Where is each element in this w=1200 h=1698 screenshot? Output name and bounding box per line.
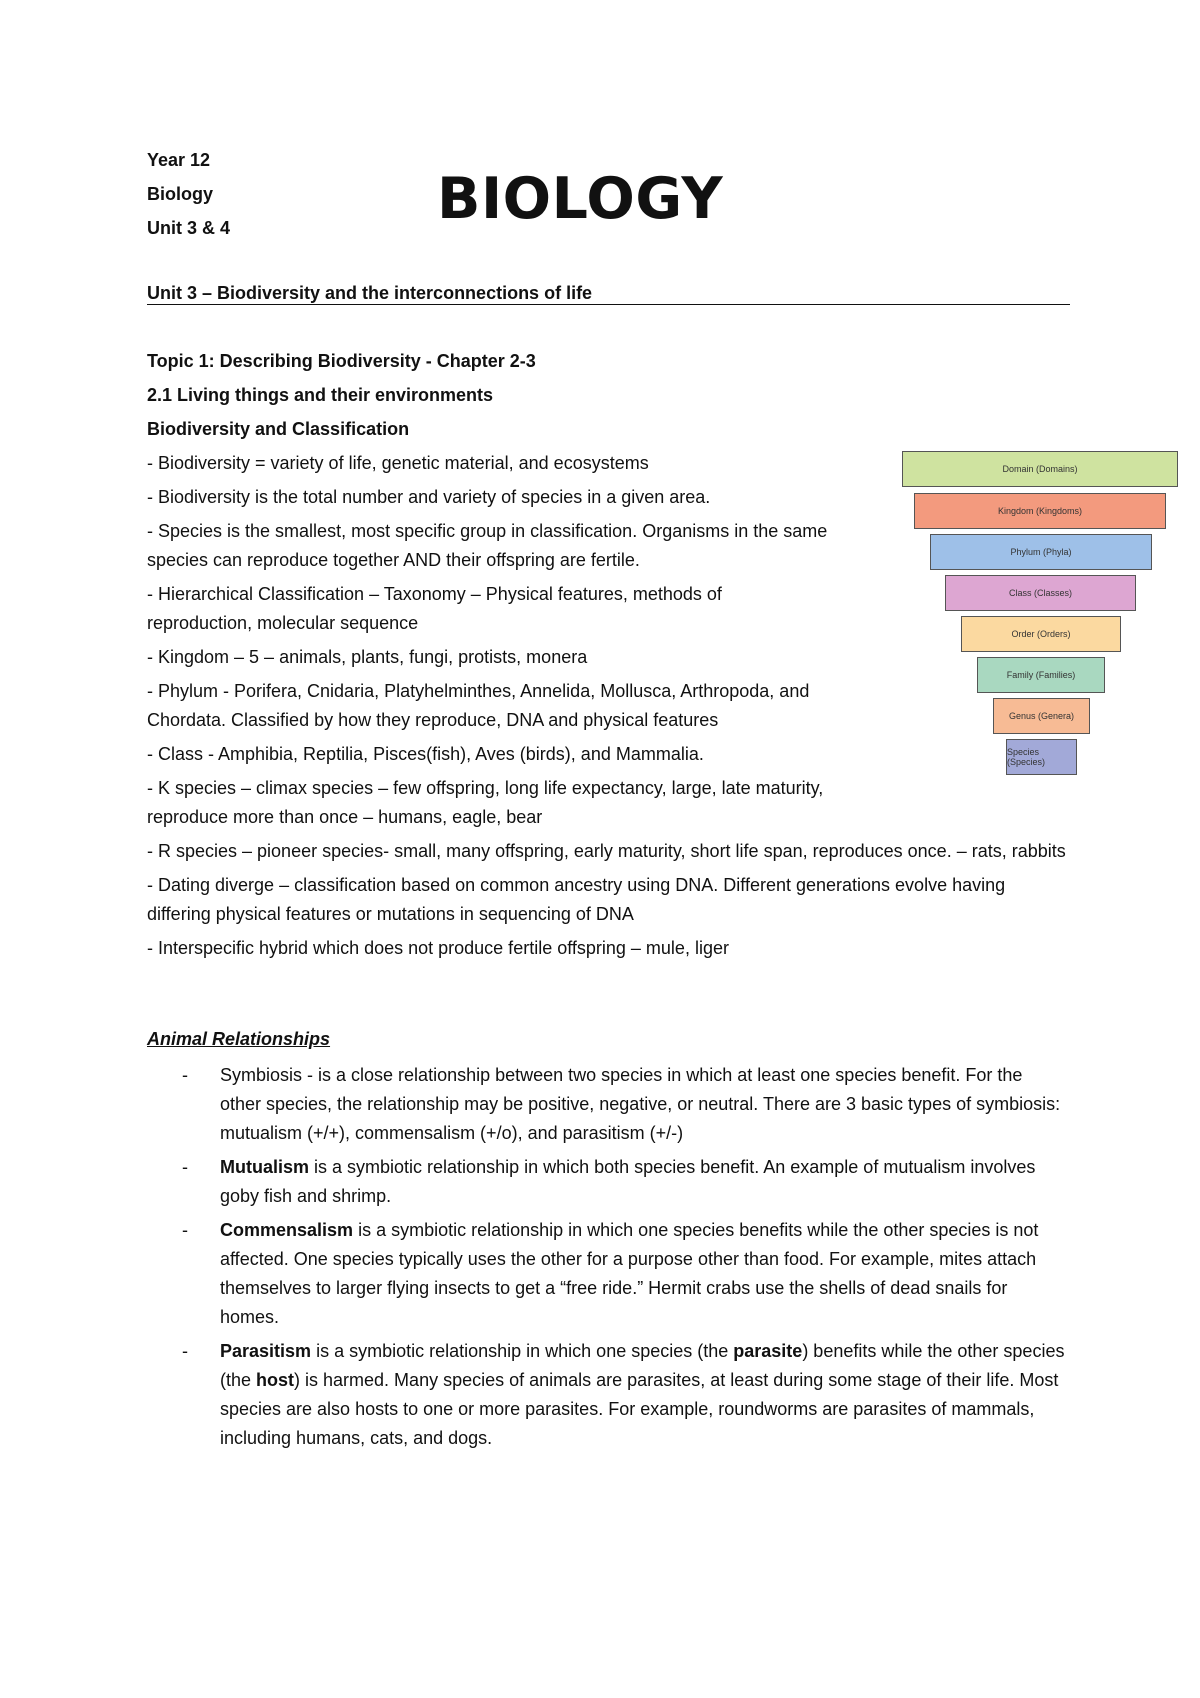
pyramid-level-order: Order (Orders) <box>961 616 1121 652</box>
pyramid-level-species: Species (Species) <box>1006 739 1077 775</box>
note-item: - Interspecific hybrid which does not produce fertile offspring – mule, liger <box>147 938 729 958</box>
relationship-text: is a symbiotic relationship in which one species (the <box>311 1341 734 1361</box>
relationship-term: Mutualism <box>220 1157 310 1177</box>
relationship-text: ) is harmed. Many species of animals are parasites, at least during some stage of their life. Most species are also hosts to one or more parasites. For example, roundworms are parasites of mammals, including humans, cats, and dogs. <box>220 1370 1059 1448</box>
pyramid-level-genus: Genus (Genera) <box>993 698 1090 734</box>
relationship-term: Parasitism <box>220 1341 312 1361</box>
bullet-dash: - <box>182 1065 188 1085</box>
relationship-term-host: host <box>256 1370 295 1390</box>
note-item: - R species – pioneer species- small, many offspring, early maturity, short life span, reproduces once. – rats, rabbits <box>147 841 1066 861</box>
note-item: - K species – climax species – few offspring, long life expectancy, large, late maturity, reproduce more than once – humans, eagle, bear <box>147 778 824 827</box>
header-year: Year 12 <box>147 150 211 170</box>
pyramid-level-family: Family (Families) <box>977 657 1105 693</box>
note-item: - Phylum - Porifera, Cnidaria, Platyhelminthes, Annelida, Mollusca, Arthropoda, and Chordata. Classified by how they reproduce, DNA and physical features <box>147 681 810 730</box>
note-item: - Biodiversity = variety of life, genetic material, and ecosystems <box>147 453 649 473</box>
topic-section <box>147 347 1067 444</box>
note-item: - Kingdom – 5 – animals, plants, fungi, protists, monera <box>147 647 588 667</box>
note-item: - Hierarchical Classification – Taxonomy – Physical features, methods of reproduction, molecular sequence <box>147 584 722 633</box>
relationship-term: Commensalism <box>220 1220 354 1240</box>
relationship-text: is a symbiotic relationship in which both species benefit. An example of mutualism involves goby fish and shrimp. <box>220 1157 1036 1206</box>
topic-heading: Topic 1: Describing Biodiversity - Chapter 2-3 <box>147 351 536 371</box>
header-subject: Biology <box>147 184 213 204</box>
list-item <box>147 1153 1067 1211</box>
relationship-text: is a symbiotic relationship in which one species benefits while the other species is not affected. One species typically uses the other for a purpose other than food. For example, mites attach themselves to larger flying insects to get a “free ride.” Hermit crabs use the shells of dead snails for homes. <box>220 1220 1039 1327</box>
list-item <box>147 1216 1067 1332</box>
pyramid-level-kingdom: Kingdom (Kingdoms) <box>914 493 1166 529</box>
pyramid-level-class: Class (Classes) <box>945 575 1136 611</box>
bullet-dash: - <box>182 1220 188 1240</box>
bullet-dash: - <box>182 1341 188 1361</box>
note-item: - Class - Amphibia, Reptilia, Pisces(fish), Aves (birds), and Mammalia. <box>147 744 704 764</box>
relationship-text: Symbiosis - is a close relationship between two species in which at least one species benefit. For the other species, the relationship may be positive, negative, or neutral. There are 3 basic types of symbiosis: mutualism (+/+), commensalism (+/o), and parasitism (+/-) <box>220 1065 1061 1143</box>
subtopic-heading: 2.1 Living things and their environments <box>147 385 494 405</box>
page-title: BIOLOGY <box>437 166 724 232</box>
pyramid-level-phylum: Phylum (Phyla) <box>930 534 1152 570</box>
header-unit: Unit 3 & 4 <box>147 218 231 238</box>
list-item <box>147 1337 1067 1453</box>
list-item <box>147 1061 1067 1148</box>
unit-heading: Unit 3 – Biodiversity and the interconnections of life <box>147 283 1070 305</box>
bullet-dash: - <box>182 1157 188 1177</box>
relationships-list <box>147 1061 1067 1458</box>
animal-relationships-heading: Animal Relationships <box>147 1029 331 1049</box>
relationship-term-parasite: parasite <box>733 1341 803 1361</box>
pyramid-level-domain: Domain (Domains) <box>902 451 1178 487</box>
note-item: - Biodiversity is the total number and variety of species in a given area. <box>147 487 711 507</box>
note-item: - Species is the smallest, most specific group in classification. Organisms in the same species can reproduce together AND their offspring are fertile. <box>147 521 828 570</box>
classification-heading: Biodiversity and Classification <box>147 419 410 439</box>
relationship-text: ) benefits while the other species (the <box>220 1341 1065 1390</box>
note-item: - Dating diverge – classification based on common ancestry using DNA. Different generations evolve having differing physical features or mutations in sequencing of DNA <box>147 875 1006 924</box>
